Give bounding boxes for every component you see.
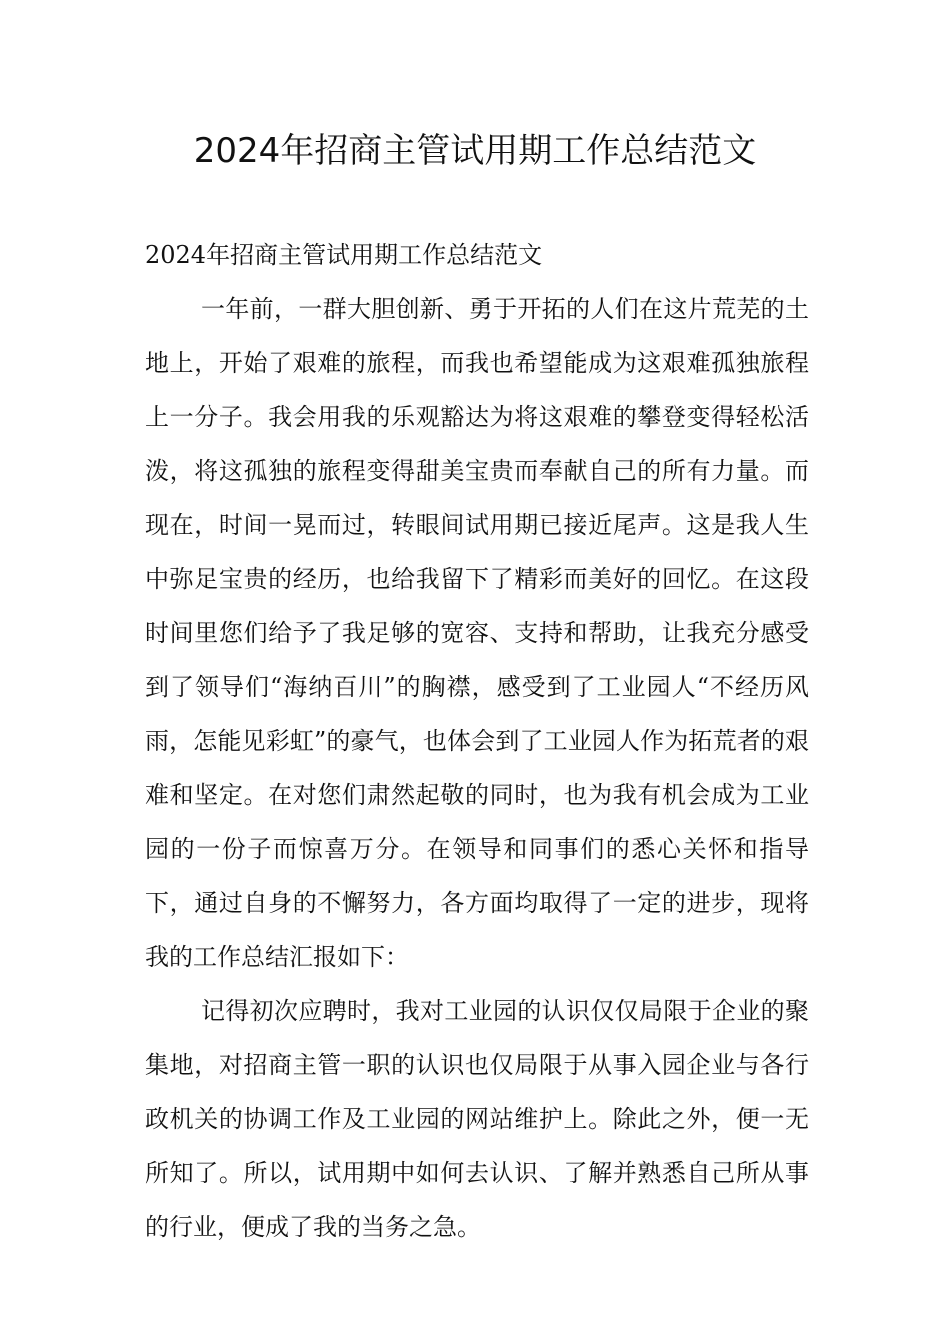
document-subtitle: 2024年招商主管试用期工作总结范文 <box>145 241 543 269</box>
paragraph-1: 一年前，一群大胆创新、勇于开拓的人们在这片荒芜的土地上，开始了艰难的旅程，而我也希望能成为这艰难孤独旅程上一分子。我会用我的乐观豁达为将这艰难的攀登变得轻松活泼，将这孤独的旅程变得甜美宝贵而奉献自己的所有力量。而现在，时间一晃而过，转眼间试用期已接近尾声。这是我人生中弥足宝贵的经历，也给我留下了精彩而美好的回忆。在这段时间里您们给予了我足够的宽容、支持和帮助，让我充分感受到了领导们“海纳百川”的胸襟，感受到了工业园人“不经历风雨，怎能见彩虹”的豪气，也体会到了工业园人作为拓荒者的艰难和坚定。在对您们肃然起敬的同时，也为我有机会成为工业园的一份子而惊喜万分。在领导和同事们的悉心关怀和指导下，通过自身的不懈努力，各方面均取得了一定的进步，现将我的工作总结汇报如下： <box>145 295 809 971</box>
paragraph-2: 记得初次应聘时，我对工业园的认识仅仅局限于企业的聚集地，对招商主管一职的认识也仅局限于从事入园企业与各行政机关的协调工作及工业园的网站维护上。除此之外，便一无所知了。所以，试用期中如何去认识、了解并熟悉自己所从事的行业，便成了我的当务之急。 <box>145 997 809 1241</box>
document-body <box>145 228 809 1254</box>
document-title: 2024年招商主管试用期工作总结范文 <box>193 131 757 171</box>
